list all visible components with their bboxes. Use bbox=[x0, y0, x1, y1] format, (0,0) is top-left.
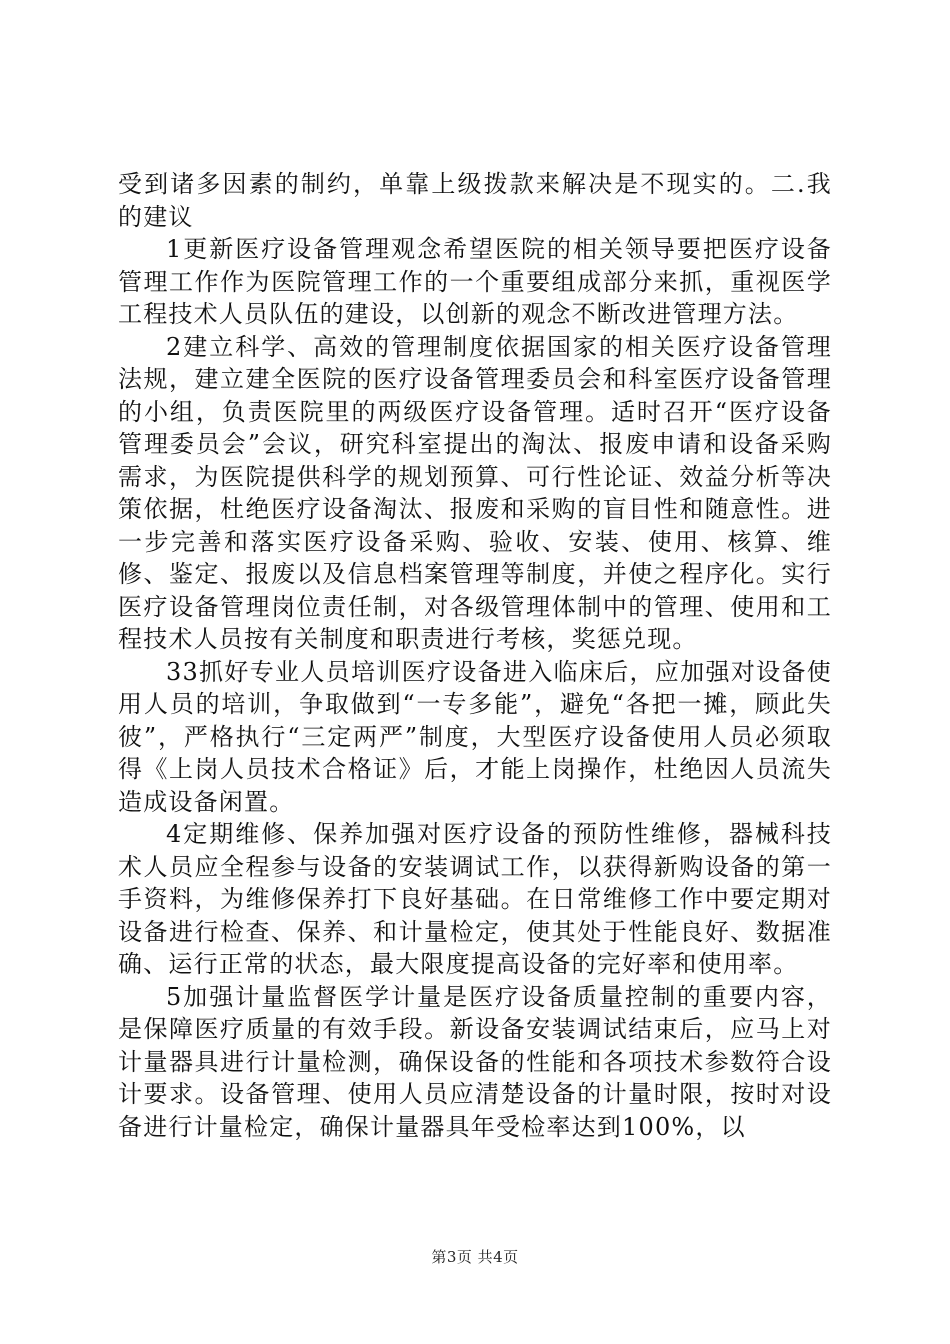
paragraph-suggestion-1: 1更新医疗设备管理观念希望医院的相关领导要把医疗设备管理工作作为医院管理工作的一个重要组成部分来抓，重视医学工程技术人员队伍的建设，以创新的观念不断改进管理方法。 bbox=[118, 235, 832, 328]
document-body bbox=[118, 168, 832, 1143]
paragraph-continuation: 受到诸多因素的制约，单靠上级拨款来解决是不现实的。二.我的建议 bbox=[118, 170, 832, 231]
page-footer bbox=[0, 1246, 950, 1267]
paragraph-suggestion-4: 4定期维修、保养加强对医疗设备的预防性维修，器械科技术人员应全程参与设备的安装调试工作，以获得新购设备的第一手资料，为维修保养打下良好基础。在日常维修工作中要定期对设备进行检查、保养、和计量检定，使其处于性能良好、数据准确、运行正常的状态，最大限度提高设备的完好率和使用率。 bbox=[118, 820, 832, 978]
paragraph-suggestion-3: 33抓好专业人员培训医疗设备进入临床后，应加强对设备使用人员的培训，争取做到“一专多能”，避免“各把一摊，顾此失彼”，严格执行“三定两严”制度，大型医疗设备使用人员必须取得《上岗人员技术合格证》后，才能上岗操作，杜绝因人员流失造成设备闲置。 bbox=[118, 657, 832, 816]
paragraph-suggestion-2: 2建立科学、高效的管理制度依据国家的相关医疗设备管理法规，建立建全医院的医疗设备管理委员会和科室医疗设备管理的小组，负责医院里的两级医疗设备管理。适时召开“医疗设备管理委员会”会议，研究科室提出的淘汰、报废申请和设备采购需求，为医院提供科学的规划预算、可行性论证、效益分析等决策依据，杜绝医疗设备淘汰、报废和采购的盲目性和随意性。进一步完善和落实医疗设备采购、验收、安装、使用、核算、维修、鉴定、报废以及信息档案管理等制度，并使之程序化。实行医疗设备管理岗位责任制，对各级管理体制中的管理、使用和工程技术人员按有关制度和职责进行考核，奖惩兑现。 bbox=[118, 332, 832, 653]
paragraph-suggestion-5: 5加强计量监督医学计量是医疗设备质量控制的重要内容，是保障医疗质量的有效手段。新设备安装调试结束后，应马上对计量器具进行计量检测，确保设备的性能和各项技术参数符合设计要求。设备管理、使用人员应清楚设备的计量时限，按时对设备进行计量检定，确保计量器具年受检率达到100%，以 bbox=[118, 982, 832, 1141]
page-number-label: 第3页 共4页 bbox=[431, 1248, 519, 1266]
